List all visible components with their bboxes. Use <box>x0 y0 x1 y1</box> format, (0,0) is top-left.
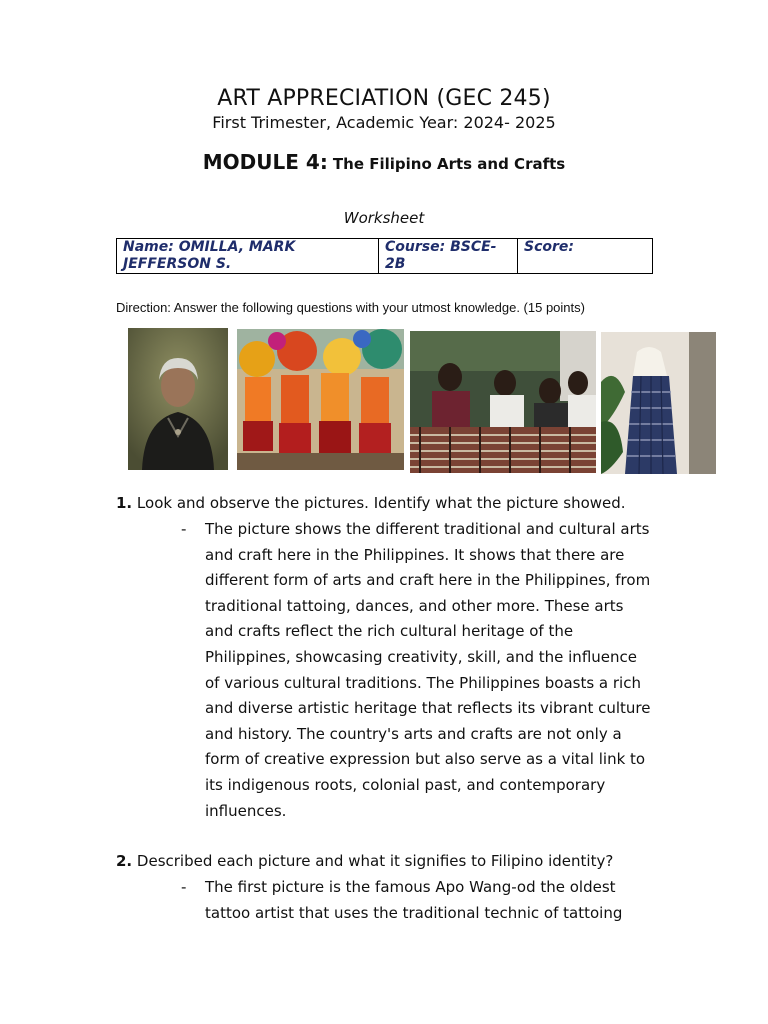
score-cell: Score: <box>518 239 653 274</box>
question-2-text: Described each picture and what it signifies to Filipino identity? <box>136 852 614 870</box>
course-cell: Course: BSCE-2B <box>379 239 518 274</box>
trimester-subtitle: First Trimester, Academic Year: 2024- 2025 <box>212 113 556 132</box>
woven-outfit-photo <box>601 332 716 474</box>
module-heading <box>0 150 768 174</box>
worksheet-label: Worksheet <box>343 209 425 227</box>
question-1-text: Look and observe the pictures. Identify what the picture showed. <box>136 494 626 512</box>
direction-text: Direction: Answer the following questions with your utmost knowledge. (15 points) <box>116 300 585 315</box>
weavers-textile-photo <box>410 331 596 473</box>
question-2-number: 2. <box>116 852 133 870</box>
course-title: ART APPRECIATION (GEC 245) <box>217 86 551 111</box>
question-2 <box>116 852 613 870</box>
module-topic: The Filipino Arts and Crafts <box>332 155 566 173</box>
answer-1-text: The picture shows the different traditional and cultural arts and craft here in the Philippines. It shows that there are different form of arts and craft here in the Philippines, from traditional tattoing, dances, and other more. These arts and crafts reflect the rich cultural heritage of the Philippines, showcasing creativity, skill, and the influence of various cultural traditions. The Philippines boasts a rich and diverse artistic heritage that reflects its vibrant culture and history. The country's arts and crafts are not only a form of creative expression but also serve as a vital link to its indigenous roots, colonial past, and contemporary influences. <box>205 520 651 820</box>
student-info-table <box>116 238 653 274</box>
festival-dancers-photo <box>237 329 404 470</box>
student-name-cell: Name: OMILLA, MARK JEFFERSON S. <box>117 239 379 274</box>
elder-portrait-photo <box>128 328 228 470</box>
answer-2-text: The first picture is the famous Apo Wang-od the oldest tattoo artist that uses the traditional technic of tattoing <box>205 878 623 922</box>
question-1 <box>116 494 626 512</box>
question-1-number: 1. <box>116 494 133 512</box>
answer-2-bullet: - <box>181 878 187 896</box>
answer-1-bullet: - <box>181 520 187 538</box>
module-label: MODULE 4: <box>202 150 328 174</box>
